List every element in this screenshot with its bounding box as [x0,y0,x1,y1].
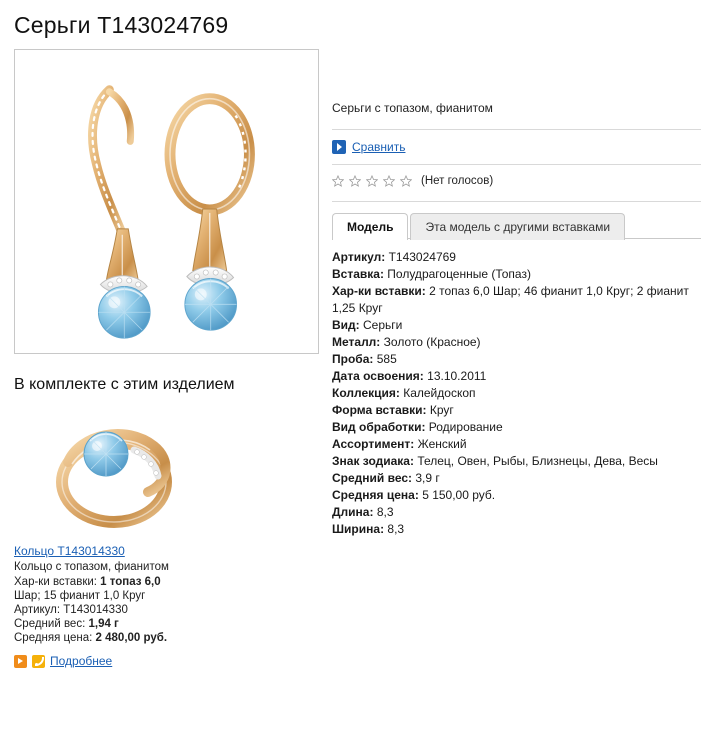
spec-row [332,504,701,521]
spec-key: Длина: [332,505,374,519]
spec-key: Знак зодиака: [332,454,414,468]
spec-key: Вид: [332,318,360,332]
complect-spec-key: Средний вес: [14,618,86,630]
spec-row [332,487,701,504]
star-icon[interactable] [366,175,378,187]
ring-illustration [22,404,222,534]
more-details-link[interactable]: Подробнее [50,654,113,668]
star-icon[interactable] [400,175,412,187]
compare-link[interactable]: Сравнить [352,140,406,154]
complect-spec-key: Артикул: [14,604,61,616]
complect-spec-key: Хар-ки вставки: [14,576,97,588]
spec-list [332,249,701,538]
complect-spec-line [14,589,320,603]
page-layout [0,39,715,668]
spec-value: 3,9 г [415,471,440,485]
spec-row [332,470,701,487]
spec-key: Артикул: [332,250,386,264]
spec-key: Форма вставки: [332,403,427,417]
spec-row [332,419,701,436]
spec-row [332,249,701,266]
divider [332,201,701,202]
compare-row[interactable] [332,140,701,154]
spec-value: 8,3 [376,505,394,519]
spec-value: Т143024769 [388,250,456,264]
spec-row [332,385,701,402]
spec-row [332,453,701,470]
orange-arrow-icon[interactable] [14,655,27,668]
spec-row [332,402,701,419]
complect-spec-key: Шар; 15 фианит 1,0 Круг [14,590,146,602]
spec-row [332,266,701,283]
spec-key: Ассортимент: [332,437,415,451]
spec-key: Коллекция: [332,386,400,400]
complect-spec-line [14,603,320,617]
product-subtitle: Серьги с топазом, фианитом [332,101,493,115]
spec-value: Серьги [363,318,403,332]
spec-key: Вид обработки: [332,420,426,434]
spec-key: Ширина: [332,522,385,536]
spec-value: Калейдоскоп [403,386,476,400]
spec-value: 2 топаз 6,0 Шар; 46 фианит 1,0 Круг; 2 фианит 1,25 Круг [332,284,689,315]
spec-value: 585 [376,352,397,366]
complect-spec-line [14,617,320,631]
spec-value: Полудрагоценные (Топаз) [387,267,531,281]
spec-key: Хар-ки вставки: [332,284,426,298]
spec-value: 13.10.2011 [427,369,487,383]
complect-item-specs [14,575,320,645]
rss-icon[interactable] [32,655,45,668]
earrings-illustration [15,50,318,353]
complect-spec-key: Средняя цена: [14,632,93,644]
spec-value: 5 150,00 руб. [422,488,496,502]
blue-arrow-icon [332,140,346,154]
spec-value: Круг [429,403,454,417]
spec-key: Дата освоения: [332,369,424,383]
spec-value: Женский [417,437,467,451]
complect-spec-value: Т143014330 [60,604,128,616]
tab-bar [332,212,701,239]
rating-row[interactable] [332,175,701,187]
spec-value: Телец, Овен, Рыбы, Близнецы, Дева, Весы [417,454,658,468]
spec-row [332,351,701,368]
more-row [14,654,320,668]
spec-row [332,521,701,538]
spec-row [332,283,701,317]
divider [332,129,701,130]
spec-value: Родирование [428,420,503,434]
tab-other-inserts[interactable]: Эта модель с другими вставками [410,213,625,240]
complect-spec-value: 2 480,00 руб. [92,632,168,644]
right-column [320,49,715,538]
left-column [0,49,320,668]
complect-spec-line [14,575,320,589]
spec-key: Средний вес: [332,471,413,485]
complect-item-subtitle: Кольцо с топазом, фианитом [14,561,169,573]
divider [332,164,701,165]
complect-spec-value: 1,94 г [85,618,119,630]
product-main-image[interactable] [14,49,319,354]
spec-row [332,334,701,351]
spec-value: Золото (Красное) [383,335,481,349]
complect-ring-image[interactable] [22,404,222,534]
votes-label: (Нет голосов) [421,175,494,187]
spec-key: Проба: [332,352,374,366]
tab-model[interactable]: Модель [332,213,408,240]
complect-spec-value: 1 топаз 6,0 [96,576,161,588]
spec-key: Вставка: [332,267,384,281]
spec-row [332,436,701,453]
complect-item-link[interactable]: Кольцо Т143014330 [14,544,125,558]
spec-key: Металл: [332,335,381,349]
spec-value: 8,3 [387,522,405,536]
complect-spec-line [14,631,320,645]
spec-row [332,368,701,385]
spec-key: Средняя цена: [332,488,419,502]
page-title: Серьги Т143024769 [14,12,229,38]
complect-heading: В комплекте с этим изделием [14,376,235,393]
star-icon[interactable] [349,175,361,187]
star-icon[interactable] [332,175,344,187]
spec-row [332,317,701,334]
star-icon[interactable] [383,175,395,187]
